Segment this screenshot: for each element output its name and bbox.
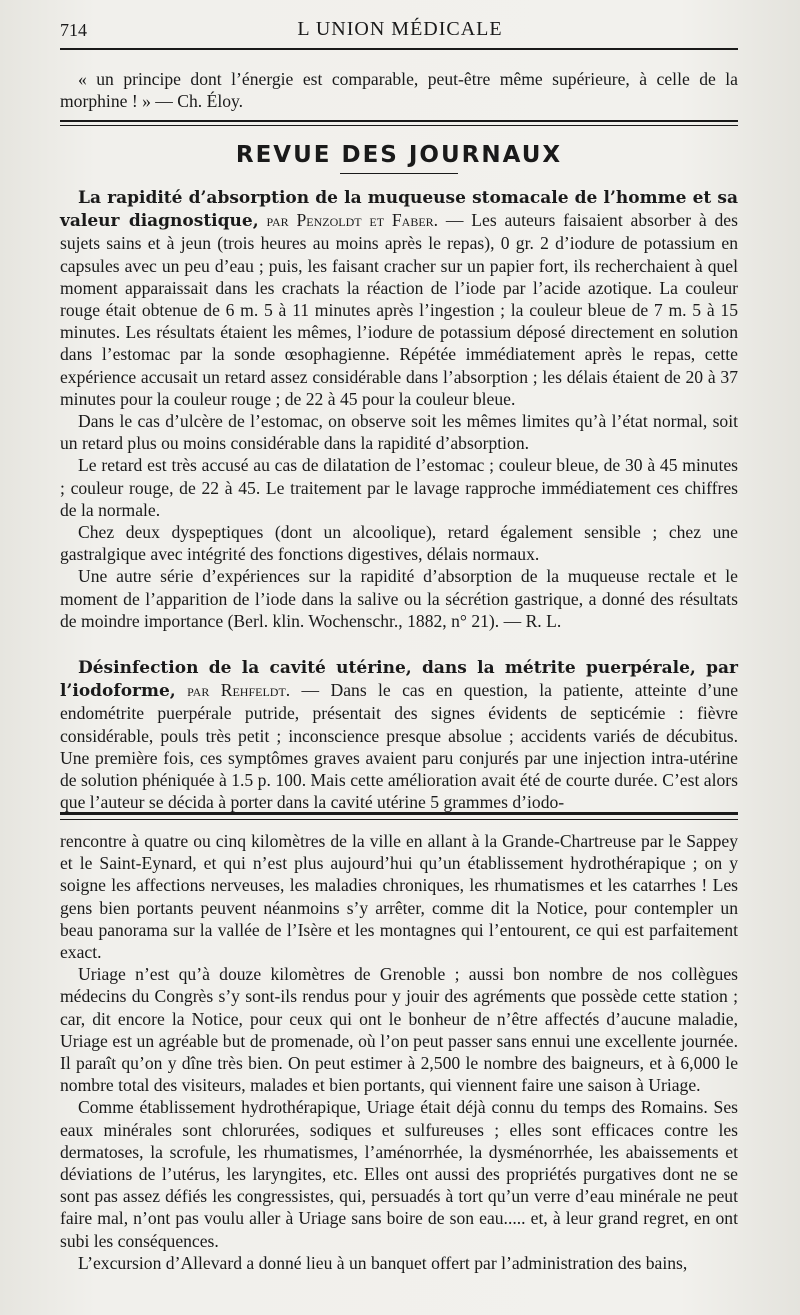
article-paragraph: Dans le cas d’ulcère de l’estomac, on observe soit les mêmes limites qu’à l’état normal, soit un retard plus ou moins considérable dans la rapidité d’absorption. (60, 411, 738, 454)
feuilleton-rule-top (60, 812, 738, 815)
article-disinfection-lead (60, 656, 738, 813)
article-authors: par Rehfeldt. — (187, 680, 320, 701)
article-heading: La rapidité d’absorption de la muqueuse stomacale de l’homme et sa valeur diagnostique, (60, 188, 738, 232)
feuilleton-paragraph: rencontre à quatre ou cinq kilomètres de la ville en allant à la Grande-Chartreuse par le Sappey et le Saint-Eynard, et qui n’est plus aujourd’hui qu’un établissement hydrothérapique ; on y soigne les affections nerveuses, les maladies chroniques, les rhumatismes et les catarrhes ! Les gens bien portants peuvent néanmoins s’y arrêter, comme dit la Notice, pour contempler un beau panorama sur la vallée de l’Isère et les montagnes qui l’entourent, ce qui est parfaitement exact. (60, 831, 738, 963)
article-paragraph: Dans le cas en question, la patiente, atteinte d’une endométrite puerpérale putride, présentait des signes évidents de septicémie : fièvre considérable, pouls très petit ; inconscience presque absolue ; accidents variés de décubitus. Une première fois, ces symptômes graves avaient paru conjurés par une injection intra-utérine de solution phéniquée à 1.5 p. 100. Mais cette amélioration avait été de courte durée. C’est alors que l’auteur se décida à porter dans la cavité utérine 5 grammes d’iodo- (60, 680, 739, 813)
article-paragraph: Chez deux dyspeptiques (dont un alcoolique), retard également sensible ; chez une gastralgique avec intégrité des fonctions digestives, délais normaux. (60, 522, 738, 565)
feuilleton-paragraph: L’excursion d’Allevard a donné lieu à un banquet offert par l’administration des bains, (78, 1252, 688, 1273)
article-absorption-lead (60, 186, 738, 410)
article-heading: Désinfection de la cavité utérine, dans la métrite puerpérale, par l’iodoforme, (60, 658, 738, 702)
article-disinfection (60, 656, 738, 813)
article-paragraph: Le retard est très accusé au cas de dilatation de l’estomac ; couleur bleue, de 30 à 45 minutes ; couleur rouge, de 22 à 45. Le traitement par le lavage rapproche immédiatement ces chiffres de la normale. (60, 455, 738, 520)
section-title: REVUE DES JOURNAUX (235, 142, 563, 168)
section-rule-bottom (60, 125, 738, 126)
feuilleton-paragraph: Comme établissement hydrothérapique, Uriage était déjà connu du temps des Romains. Ses eaux minérales sont chlorurées, sodiques et sulfureuses ; elles sont efficaces contre les dermatoses, la scrofule, les rhumatismes, l’aménorrhée, la dysménorrhée, les abaissements et déviations de l’utérus, les laryngites, etc. Elles ont aussi des propriétés purgatives dont ne se sont pas assez défiés les congressistes, qui, persuadés à tort qu’un verre d’eau minérale ne peut faire mal, n’ont pas voulu aller à Uriage sans boire de son eau..... et, à leur grand regret, en ont subi les conséquences. (60, 1097, 738, 1251)
journal-title: L UNION MÉDICALE (297, 18, 503, 40)
feuilleton-rule-bottom (60, 819, 738, 820)
page-number: 714 (60, 20, 87, 40)
header-rule (60, 48, 738, 50)
feuilleton (60, 830, 738, 1274)
quote-line: « un principe dont l’énergie est comparable, peut-être même supérieure, à celle de la morphine ! » — Ch. Éloy. (60, 69, 738, 112)
title-underline (340, 173, 458, 174)
article-absorption (60, 186, 738, 632)
running-head (60, 18, 740, 44)
closing-quote (60, 68, 738, 112)
article-authors: par Penzoldt et Faber. — (266, 210, 464, 231)
feuilleton-paragraph: Uriage n’est qu’à douze kilomètres de Grenoble ; aussi bon nombre de nos collègues médecins du Congrès s’y sont-ils rendus pour y jouir des agréments que possède cette station ; car, dit encore la Notice, pour ceux qui ont le bonheur de n’être affectés d’aucune maladie, Uriage est un agréable but de promenade, où l’on peut passer sans ennui une excellente journée. Il paraît qu’on y dîne très bien. On peut estimer à 2,500 le nombre des baigneurs, et à 6,000 le nombre total des visiteurs, malades et bien portants, qui viennent faire une saison à Uriage. (60, 964, 738, 1096)
section-rule-top (60, 120, 738, 122)
article-paragraph: Les auteurs faisaient absorber à des sujets sains et à jeun (trois heures au moins après le repas), 0 gr. 2 d’iodure de potassium en capsules avec un peu d’eau ; puis, les faisant cracher sur un papier fort, ils recherchaient à quel moment apparaissait dans les crachats la réaction de l’iode par l’acide azotique. La couleur rouge était obtenue de 6 m. 5 à 11 minutes après l’ingestion ; la couleur bleue de 7 m. 5 à 15 minutes. Les résultats étaient les mêmes, l’iodure de potassium déposé directement en solution dans l’estomac par la sonde œsophagienne. Répétée immédiatement après le repas, cette expérience accusait un retard assez considérable dans l’absorption ; les délais étaient de 20 à 37 minutes pour la couleur rouge ; de 22 à 45 pour la couleur bleue. (60, 210, 738, 409)
article-paragraph: Une autre série d’expériences sur la rapidité d’absorption de la muqueuse rectale et le moment de l’apparition de l’iode dans la salive ou la sécrétion gastrique, a donné des résultats de moindre importance (Berl. klin. Wochenschr., 1882, n° 21). — R. L. (60, 566, 738, 631)
